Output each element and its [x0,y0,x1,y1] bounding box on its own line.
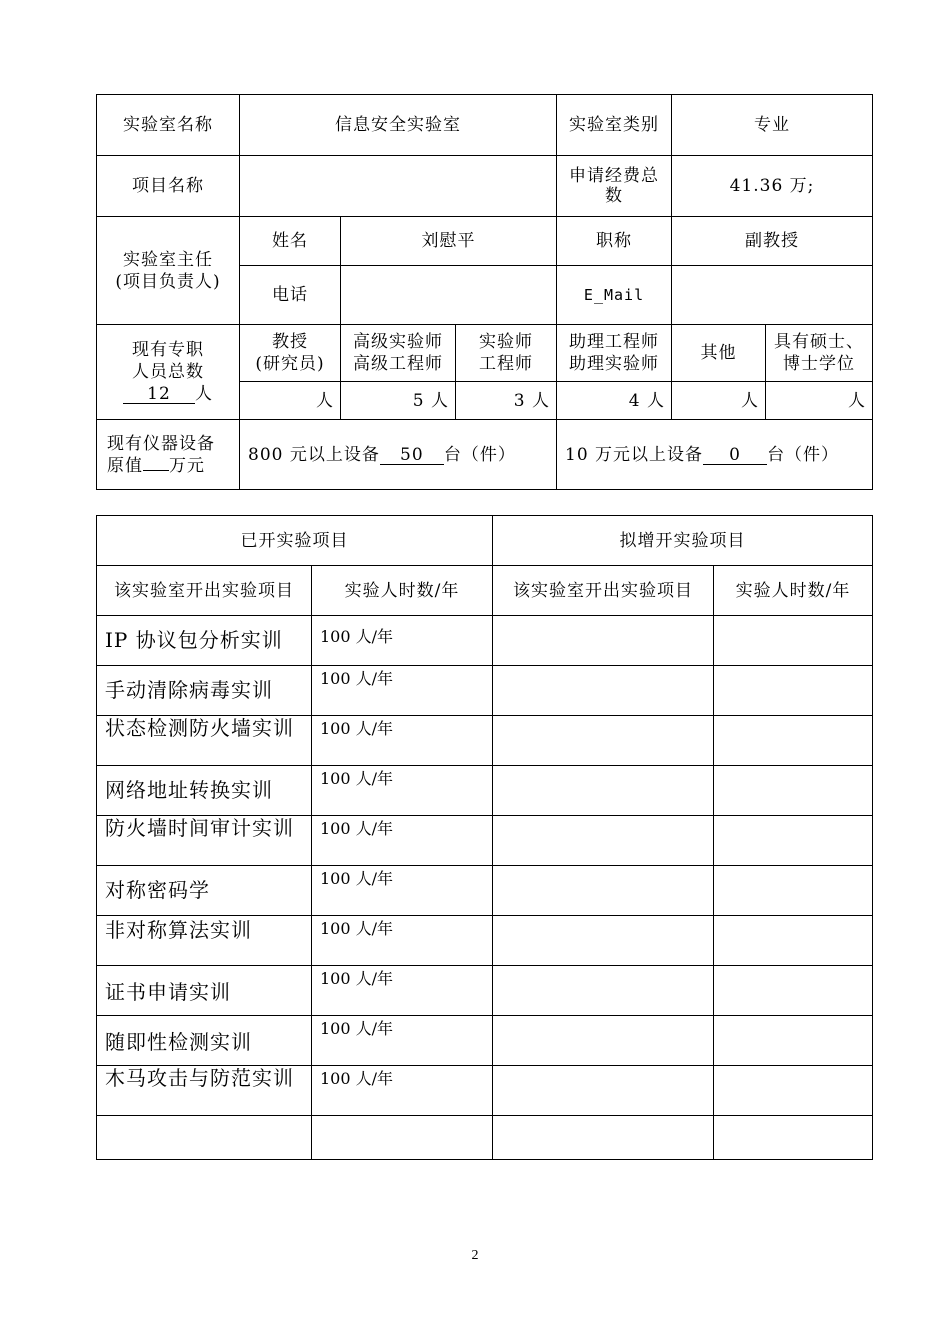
staff-cat-label: 其他 [700,343,737,363]
experiment-item: 随即性检测实训 [97,1016,312,1066]
experiment-item: 非对称算法实训 [97,916,312,966]
planned-hours [714,866,873,916]
staff-count: 3 人 [456,382,557,420]
name-value: 刘慰平 [341,217,557,266]
equipment-over800-count: 50 [380,446,444,465]
col-planned-item-header: 该实验室开出实验项目 [493,566,714,616]
staff-total [97,383,239,405]
experiment-item: 对称密码学 [97,866,312,916]
email-label: E_Mail [557,266,672,325]
staff-cat-professor [240,325,341,382]
planned-hours [714,1016,873,1066]
planned-item [493,616,714,666]
experiment-hours: 100 人/年 [312,666,493,716]
staff-cat-senior [341,325,456,382]
experiment-item: 木马攻击与防范实训 [97,1066,312,1116]
planned-header: 拟增开实验项目 [493,516,873,566]
staff-total-value: 12 [123,385,195,404]
experiment-hours: 100 人/年 [312,916,493,966]
equipment-label-text: 万元 [169,455,205,476]
experiment-item: 手动清除病毒实训 [97,666,312,716]
staff-cat-assistant [557,325,672,382]
funding-label: 申请经费总数 [557,156,672,217]
planned-hours [714,1066,873,1116]
col-item-header: 该实验室开出实验项目 [97,566,312,616]
experiment-hours: 100 人/年 [312,816,493,866]
equipment-over800 [240,420,557,490]
experiment-hours: 100 人/年 [312,1066,493,1116]
planned-item [493,916,714,966]
staff-cat-label: (研究员) [255,354,325,374]
equipment-over800-label: 800 元以上设备 [248,444,380,465]
director-label-line2: (项目负责人) [115,271,221,292]
experiments-table [96,515,873,1160]
experiment-hours: 100 人/年 [312,1016,493,1066]
experiment-item: 证书申请实训 [97,966,312,1016]
staff-label-line2: 人员总数 [132,362,204,382]
opened-header: 已开实验项目 [97,516,493,566]
col-hours-header: 实验人时数/年 [312,566,493,616]
planned-item [493,1016,714,1066]
planned-hours [714,616,873,666]
planned-item [493,666,714,716]
staff-count: 4 人 [557,382,672,420]
experiment-hours: 100 人/年 [312,966,493,1016]
planned-item [493,966,714,1016]
funding-value: 41.36 万; [672,156,873,217]
title-value: 副教授 [672,217,873,266]
planned-hours [714,916,873,966]
planned-hours [714,716,873,766]
equipment-label-line2 [107,455,239,477]
planned-hours [714,966,873,1016]
experiment-hours: 100 人/年 [312,616,493,666]
equipment-value-blank [143,470,169,471]
planned-item [493,866,714,916]
staff-cat-label: 博士学位 [783,354,856,374]
experiment-item: IP 协议包分析实训 [97,616,312,666]
staff-count: 5 人 [341,382,456,420]
experiment-item: 状态检测防火墙实训 [97,716,312,766]
planned-hours [714,816,873,866]
lab-type-value: 专业 [672,95,873,156]
staff-cat-label: 教授 [272,332,308,352]
staff-cat-engineer [456,325,557,382]
experiment-item: 防火墙时间审计实训 [97,816,312,866]
page-number: 2 [471,1248,479,1263]
planned-hours [714,1116,873,1160]
director-label [97,217,240,325]
lab-type-label: 实验室类别 [557,95,672,156]
staff-cat-label: 高级工程师 [353,354,443,374]
phone-label: 电话 [240,266,341,325]
staff-cat-label: 助理工程师 [569,332,660,352]
staff-cat-label: 助理实验师 [569,354,660,374]
lab-name-label: 实验室名称 [97,95,240,156]
director-label-line1: 实验室主任 [123,249,213,270]
equipment-over100k-label: 10 万元以上设备 [565,444,704,465]
equipment-over800-unit: 台（件） [443,444,516,465]
equipment-over100k [557,420,873,490]
equipment-over100k-unit: 台（件） [767,444,840,465]
staff-cat-other [672,325,766,382]
project-name-value [240,156,557,217]
staff-total-label [97,325,240,420]
planned-item [493,816,714,866]
experiment-hours: 100 人/年 [312,716,493,766]
planned-hours [714,666,873,716]
planned-item [493,766,714,816]
experiment-hours: 100 人/年 [312,766,493,816]
staff-cat-label: 高级实验师 [353,332,443,352]
name-label: 姓名 [240,217,341,266]
staff-count: 人 [766,382,873,420]
experiment-item: 网络地址转换实训 [97,766,312,816]
experiment-hours [312,1116,493,1160]
planned-item [493,716,714,766]
staff-cat-label: 工程师 [479,354,533,374]
staff-cat-label: 实验师 [479,332,533,352]
staff-label-line1: 现有专职 [132,340,204,360]
equipment-label [97,420,240,490]
col-planned-hours-header: 实验人时数/年 [714,566,873,616]
project-name-label: 项目名称 [97,156,240,217]
staff-count: 人 [672,382,766,420]
planned-item [493,1116,714,1160]
staff-count: 人 [240,382,341,420]
phone-value [341,266,557,325]
equipment-over100k-count: 0 [703,446,767,465]
staff-cat-label: 具有硕士、 [774,332,865,352]
staff-total-unit: 人 [195,384,213,404]
planned-hours [714,766,873,816]
title-label: 职称 [557,217,672,266]
lab-name-value: 信息安全实验室 [240,95,557,156]
experiment-hours: 100 人/年 [312,866,493,916]
equipment-label-line1: 现有仪器设备 [107,433,215,454]
planned-item [493,1066,714,1116]
experiment-item [97,1116,312,1160]
staff-cat-degree [766,325,873,382]
email-value [672,266,873,325]
lab-info-table [96,94,873,490]
equipment-label-text: 原值 [107,455,143,476]
